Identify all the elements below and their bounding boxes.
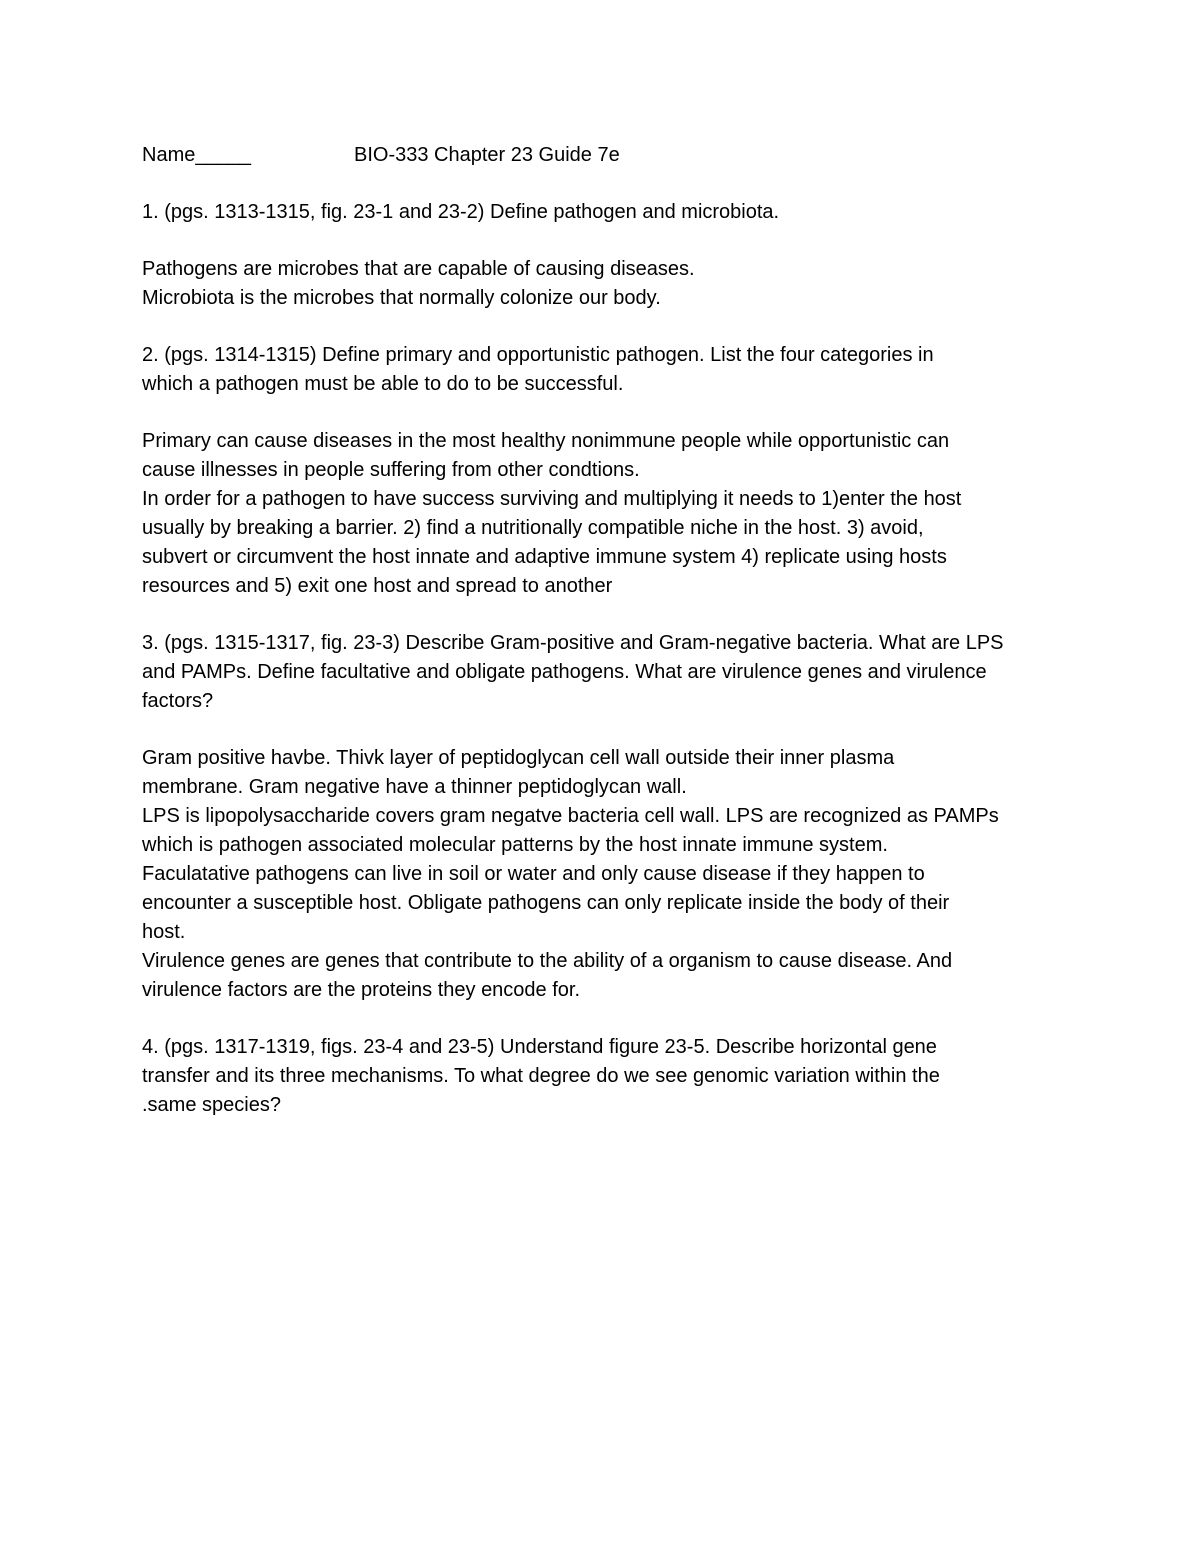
answer-line: In order for a pathogen to have success surviving and multiplying it needs to 1)enter the host	[142, 488, 962, 510]
answer-line: subvert or circumvent the host innate and adaptive immune system 4) replicate using hosts	[142, 546, 947, 568]
answer-line: usually by breaking a barrier. 2) find a nutritionally compatible niche in the host. 3) avoid,	[142, 517, 924, 539]
answer-line: Microbiota is the microbes that normally colonize our body.	[142, 287, 661, 309]
question-line: 2. (pgs. 1314-1315) Define primary and opportunistic pathogen. List the four categories in	[142, 344, 934, 366]
name-field: Name_____	[142, 144, 251, 166]
spacer	[142, 1005, 1072, 1033]
answer-line: Faculatative pathogens can live in soil or water and only cause disease if they happen to	[142, 863, 925, 885]
document-title: BIO-333 Chapter 23 Guide 7e	[354, 144, 620, 166]
question-line: 3. (pgs. 1315-1317, fig. 23-3) Describe Gram-positive and Gram-negative bacteria. What are LPS	[142, 632, 1004, 654]
answer-line: Primary can cause diseases in the most healthy nonimmune people while opportunistic can	[142, 430, 950, 452]
answer-line: encounter a susceptible host. Obligate pathogens can only replicate inside the body of their	[142, 892, 950, 914]
answer-1	[142, 255, 1072, 313]
spacer	[142, 313, 1072, 341]
spacer	[142, 601, 1072, 629]
answer-3	[142, 744, 1072, 1005]
answer-line: cause illnesses in people suffering from other condtions.	[142, 459, 640, 481]
question-line: transfer and its three mechanisms. To what degree do we see genomic variation within the	[142, 1065, 940, 1087]
answer-line: host.	[142, 921, 186, 943]
answer-line: Virulence genes are genes that contribute to the ability of a organism to cause disease. And	[142, 950, 953, 972]
question-line: factors?	[142, 690, 214, 712]
spacer	[142, 716, 1072, 744]
spacer	[142, 227, 1072, 255]
question-line: and PAMPs. Define facultative and obligate pathogens. What are virulence genes and virulence	[142, 661, 987, 683]
answer-line: which is pathogen associated molecular patterns by the host innate immune system.	[142, 834, 888, 856]
answer-line: Pathogens are microbes that are capable of causing diseases.	[142, 258, 695, 280]
answer-line: LPS is lipopolysaccharide covers gram negatve bacteria cell wall. LPS are recognized as PAMPs	[142, 805, 999, 827]
answer-line: resources and 5) exit one host and spread to another	[142, 575, 613, 597]
document-header	[142, 141, 1072, 170]
question-4	[142, 1033, 1072, 1120]
question-line: 1. (pgs. 1313-1315, fig. 23-1 and 23-2) Define pathogen and microbiota.	[142, 201, 780, 223]
answer-2	[142, 427, 1072, 601]
answer-line: Gram positive havbe. Thivk layer of peptidoglycan cell wall outside their inner plasma	[142, 747, 895, 769]
spacer	[142, 170, 1072, 198]
question-line: 4. (pgs. 1317-1319, figs. 23-4 and 23-5) Understand figure 23-5. Describe horizontal gene	[142, 1036, 937, 1058]
question-1	[142, 198, 1072, 227]
question-2	[142, 341, 1072, 399]
answer-line: virulence factors are the proteins they encode for.	[142, 979, 581, 1001]
answer-line: membrane. Gram negative have a thinner peptidoglycan wall.	[142, 776, 687, 798]
question-3	[142, 629, 1072, 716]
spacer	[142, 399, 1072, 427]
document-body	[142, 141, 1072, 1120]
question-line: which a pathogen must be able to do to be successful.	[142, 373, 624, 395]
question-line: .same species?	[142, 1094, 281, 1116]
